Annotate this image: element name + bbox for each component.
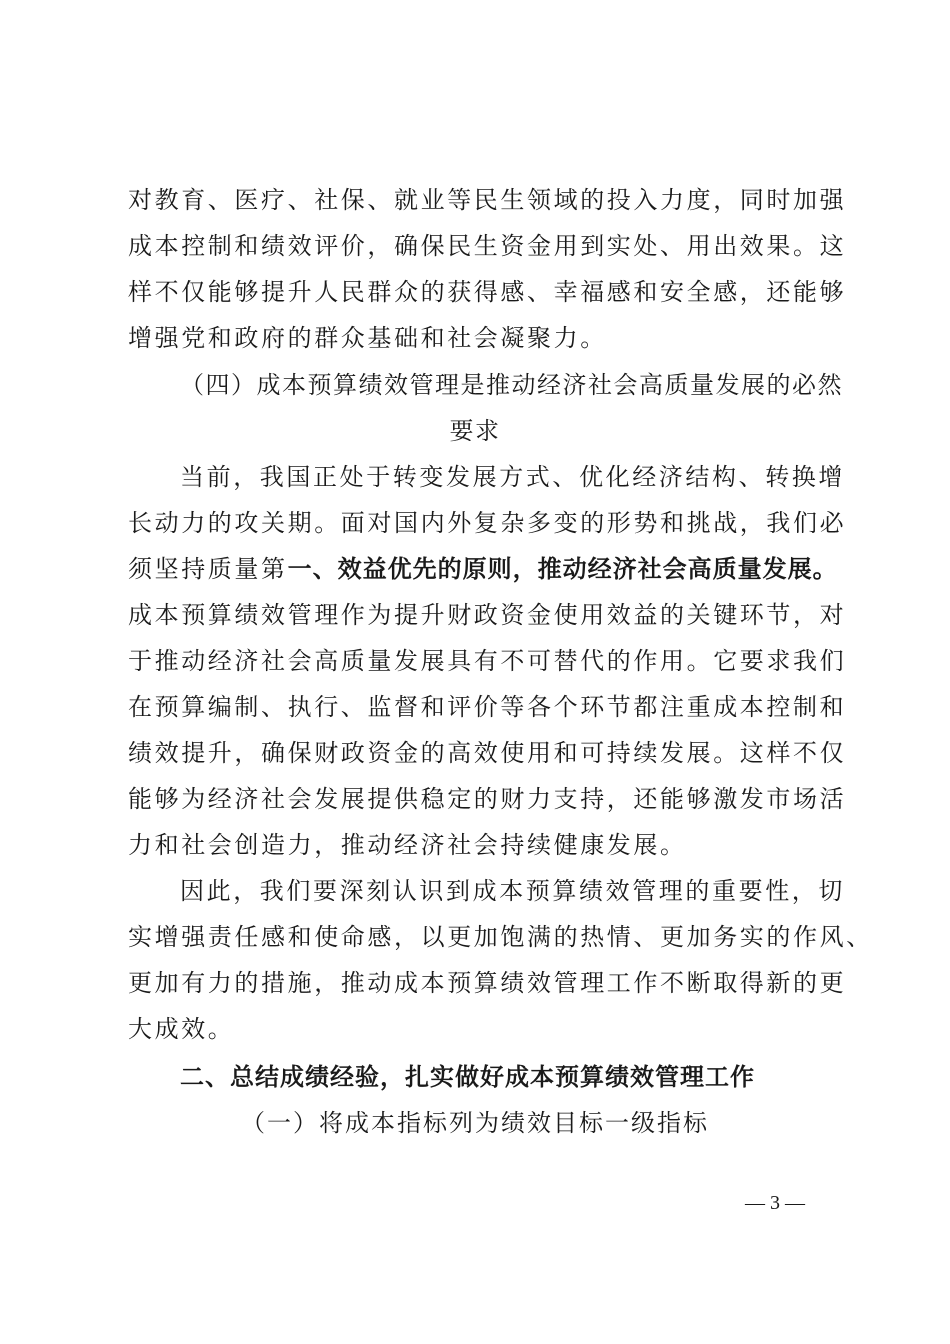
subsection-1-title: （一）将成本指标列为绩效目标一级指标 [241, 1109, 709, 1137]
para2-line3-normal: 须坚持质量第 [128, 555, 288, 583]
para3-line1: 因此，我们要深刻认识到成本预算绩效管理的重要性，切 [180, 877, 845, 905]
para2-line5: 于推动经济社会高质量发展具有不可替代的作用。它要求我们 [128, 647, 847, 675]
heading-4-line2: 要求 [449, 417, 501, 445]
page-number: — 3 — [745, 1192, 805, 1214]
para3-line3: 更加有力的措施，推动成本预算绩效管理工作不断取得新的更 [128, 969, 847, 997]
para3-line2: 实增强责任感和使命感，以更加饱满的热情、更加务实的作风、 [128, 923, 873, 951]
para2-line6: 在预算编制、执行、监督和评价等各个环节都注重成本控制和 [128, 693, 847, 721]
para2-line1: 当前，我国正处于转变发展方式、优化经济结构、转换增 [180, 463, 845, 491]
section-2-title: 二、总结成绩经验，扎实做好成本预算绩效管理工作 [180, 1063, 755, 1091]
para1-line2: 成本控制和绩效评价，确保民生资金用到实处、用出效果。这 [128, 232, 847, 260]
para1-line4: 增强党和政府的群众基础和社会凝聚力。 [128, 324, 607, 352]
para1-line3: 样不仅能够提升人民群众的获得感、幸福感和安全感，还能够 [128, 278, 847, 306]
para2-line9: 力和社会创造力，推动经济社会持续健康发展。 [128, 831, 687, 859]
para2-line3 [128, 546, 838, 592]
heading-4-line1: （四）成本预算绩效管理是推动经济社会高质量发展的必然 [180, 371, 843, 399]
para2-line7: 绩效提升，确保财政资金的高效使用和可持续发展。这样不仅 [128, 739, 847, 767]
para2-line2: 长动力的攻关期。面对国内外复杂多变的形势和挑战，我们必 [128, 509, 847, 537]
para2-line4: 成本预算绩效管理作为提升财政资金使用效益的关键环节，对 [128, 601, 847, 629]
para3-line4: 大成效。 [128, 1015, 235, 1043]
para2-line8: 能够为经济社会发展提供稳定的财力支持，还能够激发市场活 [128, 785, 847, 813]
para2-line3-bold: 一、效益优先的原则，推动经济社会高质量发展。 [287, 555, 838, 583]
para1-line1: 对教育、医疗、社保、就业等民生领域的投入力度，同时加强 [128, 186, 847, 214]
